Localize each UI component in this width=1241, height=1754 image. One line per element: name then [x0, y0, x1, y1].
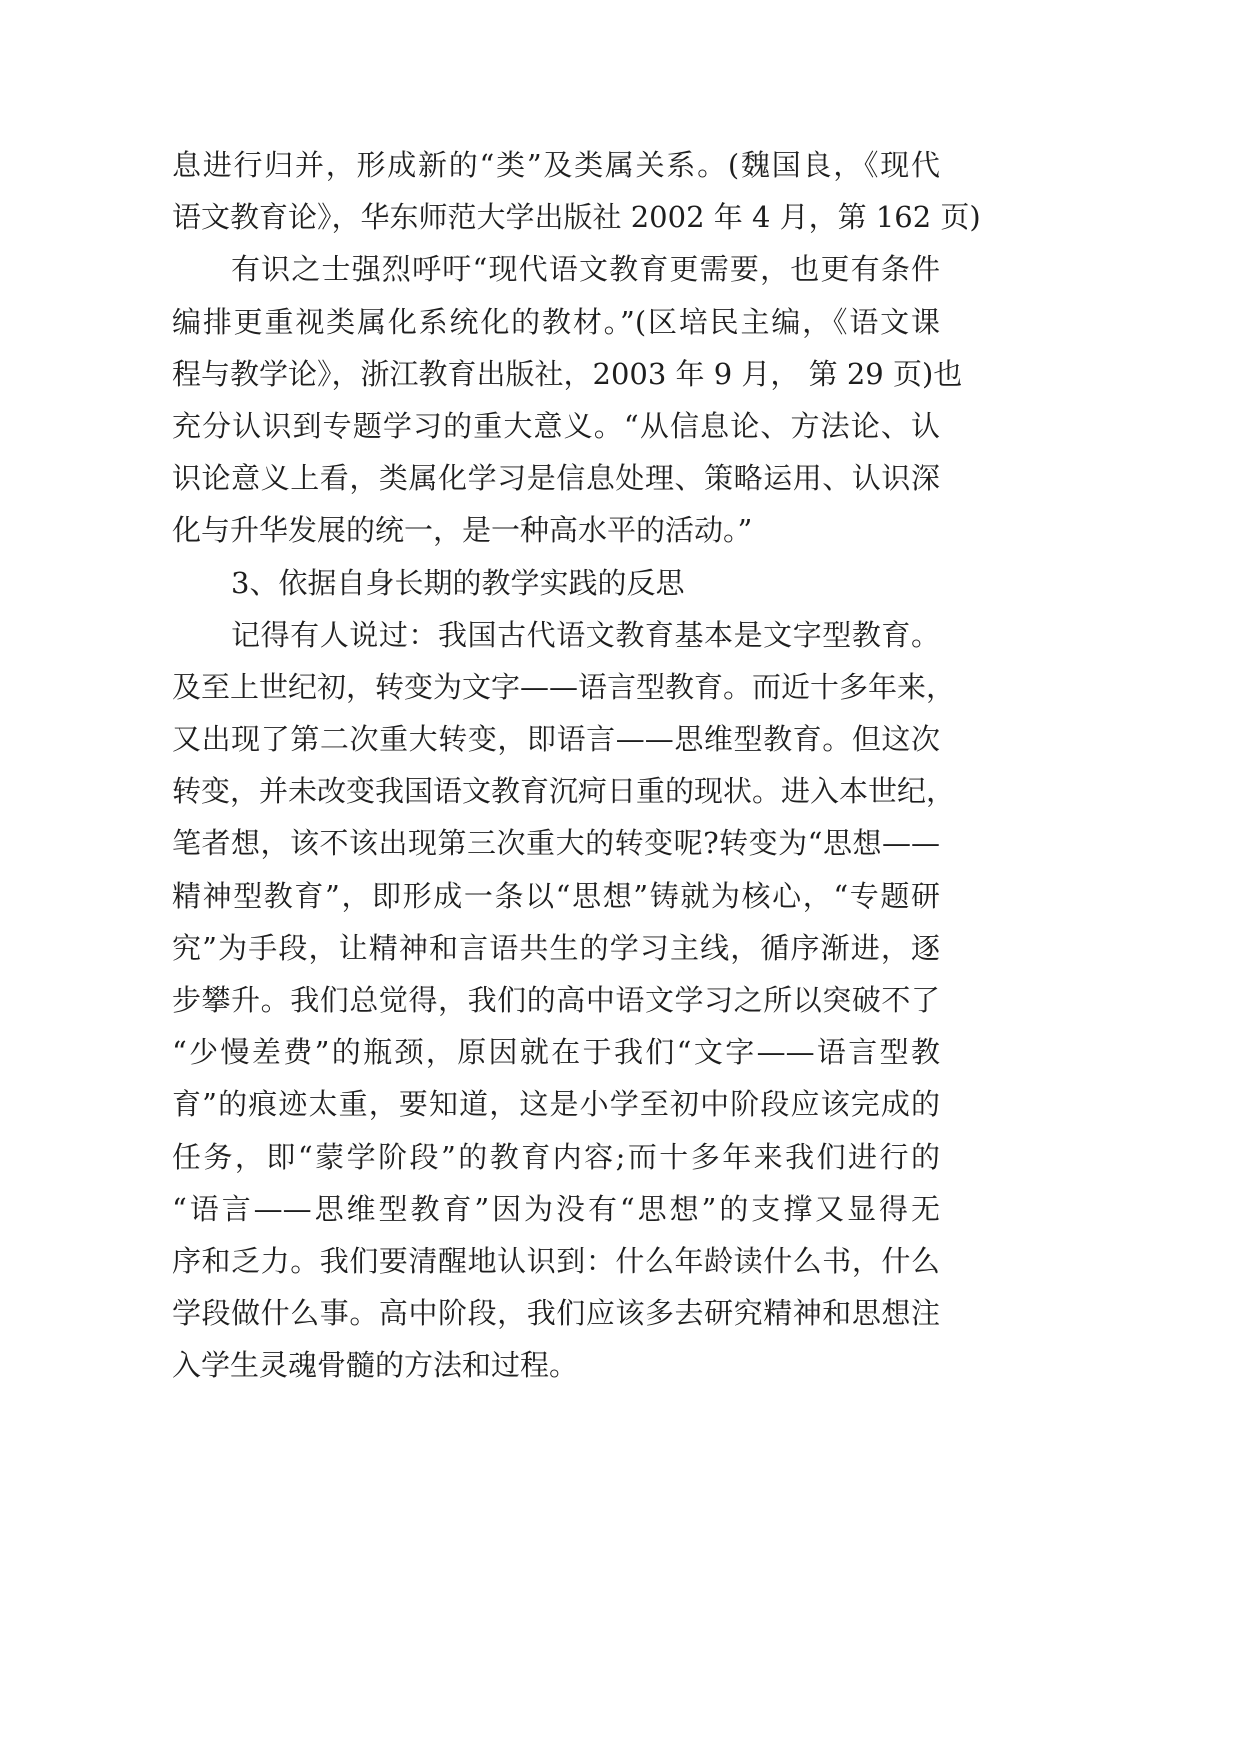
text-line: 究”为手段，让精神和言语共生的学习主线，循序渐进，逐: [172, 930, 940, 965]
text-line: 编排更重视类属化系统化的教材。”(区培民主编，《语文课: [172, 304, 940, 339]
text-line: 转变，并未改变我国语文教育沉疴日重的现状。进入本世纪，: [172, 774, 956, 809]
text-line: “少慢差费”的瓶颈，原因就在于我们“文字——语言型教: [172, 1035, 940, 1070]
text-line: 笔者想，该不该出现第三次重大的转变呢?转变为“思想——: [172, 826, 940, 861]
text-line: 育”的痕迹太重，要知道，这是小学至初中阶段应该完成的: [172, 1087, 940, 1122]
text-line: 序和乏力。我们要清醒地认识到：什么年龄读什么书，什么: [172, 1243, 940, 1278]
text-line: “语言——思维型教育”因为没有“思想”的支撑又显得无: [172, 1191, 940, 1226]
text-line: 充分认识到专题学习的重大意义。“从信息论、方法论、认: [172, 408, 940, 443]
text-line: 又出现了第二次重大转变，即语言——思维型教育。但这次: [172, 722, 940, 757]
text-line: 记得有人说过：我国古代语文教育基本是文字型教育。: [231, 617, 940, 652]
text-line: 入学生灵魂骨髓的方法和过程。: [172, 1348, 579, 1383]
paragraph-quote: [172, 243, 963, 556]
text-line: 及至上世纪初，转变为文字——语言型教育。而近十多年来，: [172, 669, 956, 704]
text-line: 任务，即“蒙学阶段”的教育内容;而十多年来我们进行的: [172, 1139, 940, 1174]
text-line: 精神型教育”，即形成一条以“思想”铸就为核心，“专题研: [172, 878, 940, 913]
text-line: 识论意义上看，类属化学习是信息处理、策略运用、认识深: [172, 461, 940, 496]
text-line: 程与教学论》，浙江教育出版社，2003 年 9 月， 第 29 页)也: [172, 356, 963, 391]
paragraph-reflection: [172, 609, 956, 1392]
text-line: 3、依据自身长期的教学实践的反思: [231, 565, 685, 600]
text-line: 语文教育论》，华东师范大学出版社 2002 年 4 月，第 162 页): [172, 200, 981, 235]
text-line: 有识之士强烈呼吁“现代语文教育更需要，也更有条件: [231, 252, 940, 287]
text-line: 步攀升。我们总觉得，我们的高中语文学习之所以突破不了: [172, 983, 940, 1017]
text-line: 学段做什么事。高中阶段，我们应该多去研究精神和思想注: [172, 1296, 940, 1331]
section-heading: [172, 557, 940, 609]
body-text: [172, 139, 981, 1392]
text-line: 化与升华发展的统一，是一种高水平的活动。”: [172, 513, 753, 548]
text-line: 息进行归并，形成新的“类”及类属关系。(魏国良，《现代: [172, 148, 940, 182]
paragraph-citation-continued: [172, 139, 981, 243]
